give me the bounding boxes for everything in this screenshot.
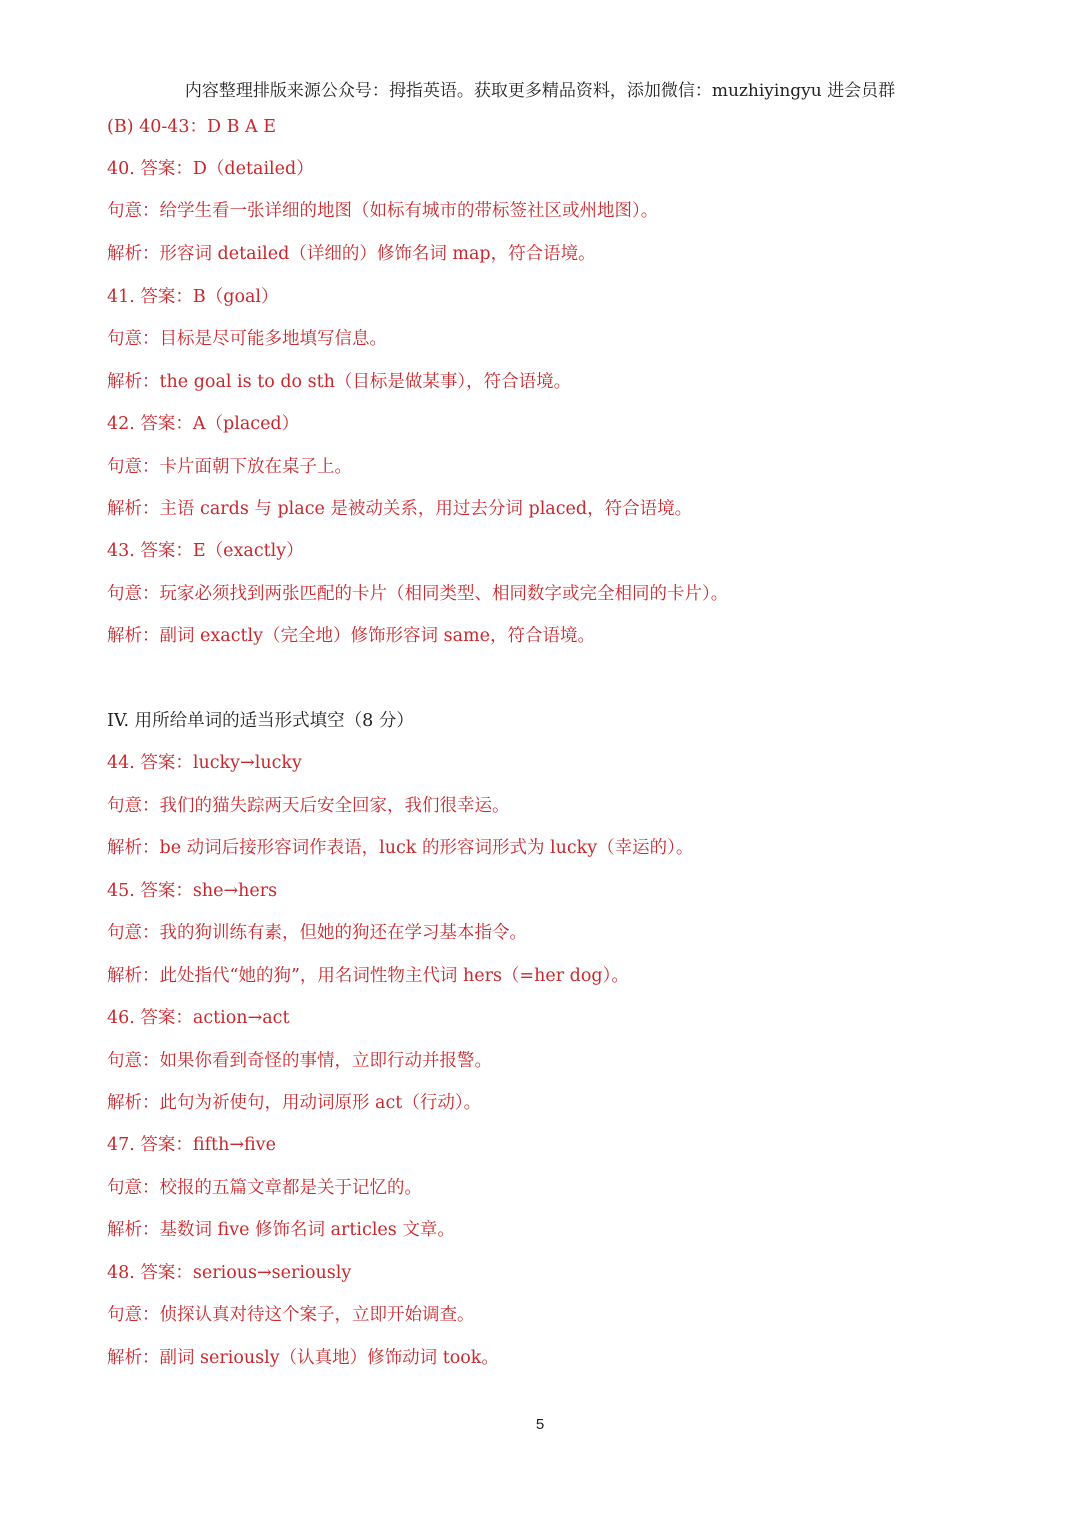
meaning-line: 句意：侦探认真对待这个案子，立即开始调查。	[107, 1305, 475, 1325]
answer-line: 40. 答案：D（detailed）	[107, 159, 314, 179]
analysis-line: 解析：形容词 detailed（详细的）修饰名词 map，符合语境。	[107, 244, 596, 264]
meaning-line: 句意：给学生看一张详细的地图（如标有城市的带标签社区或州地图）。	[107, 201, 659, 221]
meaning-line: 句意：我们的猫失踪两天后安全回家，我们很幸运。	[107, 796, 510, 816]
answer-line: 45. 答案：she→hers	[107, 881, 278, 901]
analysis-line: 解析：此处指代“她的狗”，用名词性物主代词 hers（=her dog）。	[107, 966, 629, 986]
answer-line: 43. 答案：E（exactly）	[107, 541, 304, 561]
analysis-line: 解析：基数词 five 修饰名词 articles 文章。	[107, 1220, 455, 1240]
analysis-line: 解析：副词 seriously（认真地）修饰动词 took。	[107, 1348, 499, 1368]
answer-line: 42. 答案：A（placed）	[107, 414, 300, 434]
answer-line: 46. 答案：action→act	[107, 1008, 290, 1028]
analysis-line: 解析：the goal is to do sth（目标是做某事），符合语境。	[107, 372, 572, 392]
meaning-line: 句意：目标是尽可能多地填写信息。	[107, 329, 387, 349]
answer-line: 41. 答案：B（goal）	[107, 287, 279, 307]
answer-line: 44. 答案：lucky→lucky	[107, 753, 302, 773]
page-header: 内容整理排版来源公众号：拇指英语。获取更多精品资料，添加微信：muzhiyingyu 进会员群	[184, 81, 896, 101]
meaning-line: 句意：卡片面朝下放在桌子上。	[107, 457, 352, 477]
meaning-line: 句意：玩家必须找到两张匹配的卡片（相同类型、相同数字或完全相同的卡片）。	[107, 584, 729, 604]
page-number: 5	[535, 1416, 545, 1433]
analysis-line: 解析：此句为祈使句，用动词原形 act（行动）。	[107, 1093, 482, 1113]
answer-line: 48. 答案：serious→seriously	[107, 1263, 352, 1283]
meaning-line: 句意：校报的五篇文章都是关于记忆的。	[107, 1178, 422, 1198]
section-b-heading: (B) 40-43：D B A E	[107, 117, 277, 137]
answer-line: 47. 答案：fifth→five	[107, 1135, 276, 1155]
meaning-line: 句意：我的狗训练有素，但她的狗还在学习基本指令。	[107, 923, 527, 943]
meaning-line: 句意：如果你看到奇怪的事情，立即行动并报警。	[107, 1051, 492, 1071]
analysis-line: 解析：主语 cards 与 place 是被动关系，用过去分词 placed，符合语境。	[107, 499, 693, 519]
analysis-line: 解析：副词 exactly（完全地）修饰形容词 same，符合语境。	[107, 626, 595, 646]
analysis-line: 解析：be 动词后接形容词作表语，luck 的形容词形式为 lucky（幸运的）。	[107, 838, 694, 858]
section-iv-heading: IV. 用所给单词的适当形式填空（8 分）	[107, 711, 414, 731]
